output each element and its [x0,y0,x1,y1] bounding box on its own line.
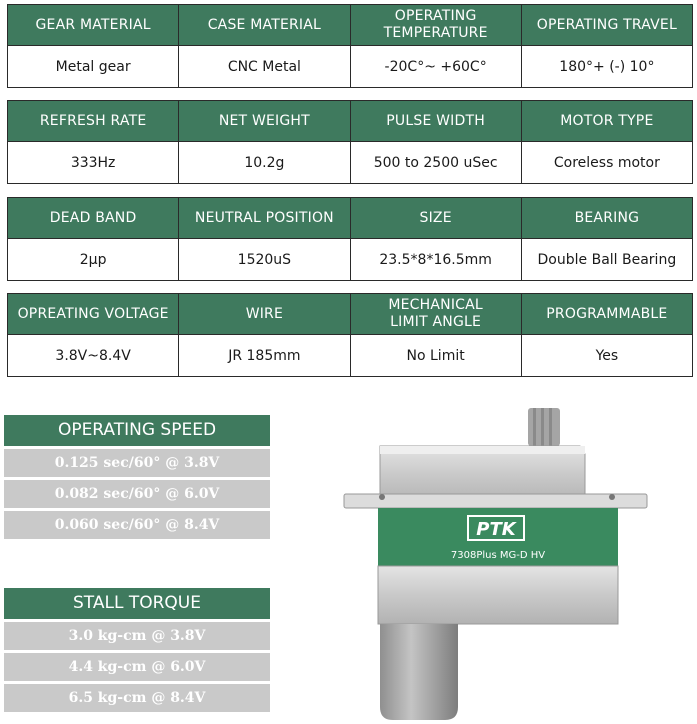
spec-value: -20C°~ +60C° [350,46,521,88]
spec-header: GEAR MATERIAL [8,5,179,46]
spec-value: Yes [521,335,692,377]
spec-value: CNC Metal [179,46,350,88]
spec-value: 3.8V~8.4V [8,335,179,377]
spec-value: No Limit [350,335,521,377]
spec-header: REFRESH RATE [8,101,179,142]
spec-table-1 [7,4,693,88]
servo-bottom-case [378,566,618,624]
spec-header: MOTOR TYPE [521,101,692,142]
spec-value: Coreless motor [521,142,692,184]
spec-header: OPREATING VOLTAGE [8,294,179,335]
spec-header: BEARING [521,198,692,239]
speed-row: 0.082 sec/60° @ 6.0V [4,480,270,508]
spec-value: 333Hz [8,142,179,184]
spec-value: 180°+ (-) 10° [521,46,692,88]
spec-header: OPERATING TEMPERATURE [350,5,521,46]
spec-header: NEUTRAL POSITION [179,198,350,239]
brand-text: PTK [476,519,516,540]
spec-header: NET WEIGHT [179,101,350,142]
speed-row: 0.060 sec/60° @ 8.4V [4,511,270,539]
spec-value: Double Ball Bearing [521,239,692,281]
motor-can [380,624,458,720]
spec-value: 23.5*8*16.5mm [350,239,521,281]
mounting-tabs [344,494,647,508]
operating-speed-title: OPERATING SPEED [4,415,270,446]
spec-value: 2μp [8,239,179,281]
spec-value: Metal gear [8,46,179,88]
servo-product-image [340,402,660,724]
spec-header: OPERATING TRAVEL [521,5,692,46]
spec-header: DEAD BAND [8,198,179,239]
speed-row: 0.125 sec/60° @ 3.8V [4,449,270,477]
spec-header: WIRE [179,294,350,335]
stall-torque-title: STALL TORQUE [4,588,270,619]
torque-row: 6.5 kg-cm @ 8.4V [4,684,270,712]
spec-header: CASE MATERIAL [179,5,350,46]
stall-torque-block [4,588,270,715]
spec-header: PULSE WIDTH [350,101,521,142]
torque-row: 3.0 kg-cm @ 3.8V [4,622,270,650]
spec-value: 500 to 2500 uSec [350,142,521,184]
spec-value: 10.2g [179,142,350,184]
spec-header: PROGRAMMABLE [521,294,692,335]
spec-header: MECHANICAL LIMIT ANGLE [350,294,521,335]
model-text: 7308Plus MG-D HV [450,550,546,561]
spec-table-3 [7,197,693,281]
spec-table-2 [7,100,693,184]
torque-row: 4.4 kg-cm @ 6.0V [4,653,270,681]
spec-value: 1520uS [179,239,350,281]
spec-header: SIZE [350,198,521,239]
spec-table-4 [7,293,693,377]
spec-value: JR 185mm [179,335,350,377]
operating-speed-block [4,415,270,542]
